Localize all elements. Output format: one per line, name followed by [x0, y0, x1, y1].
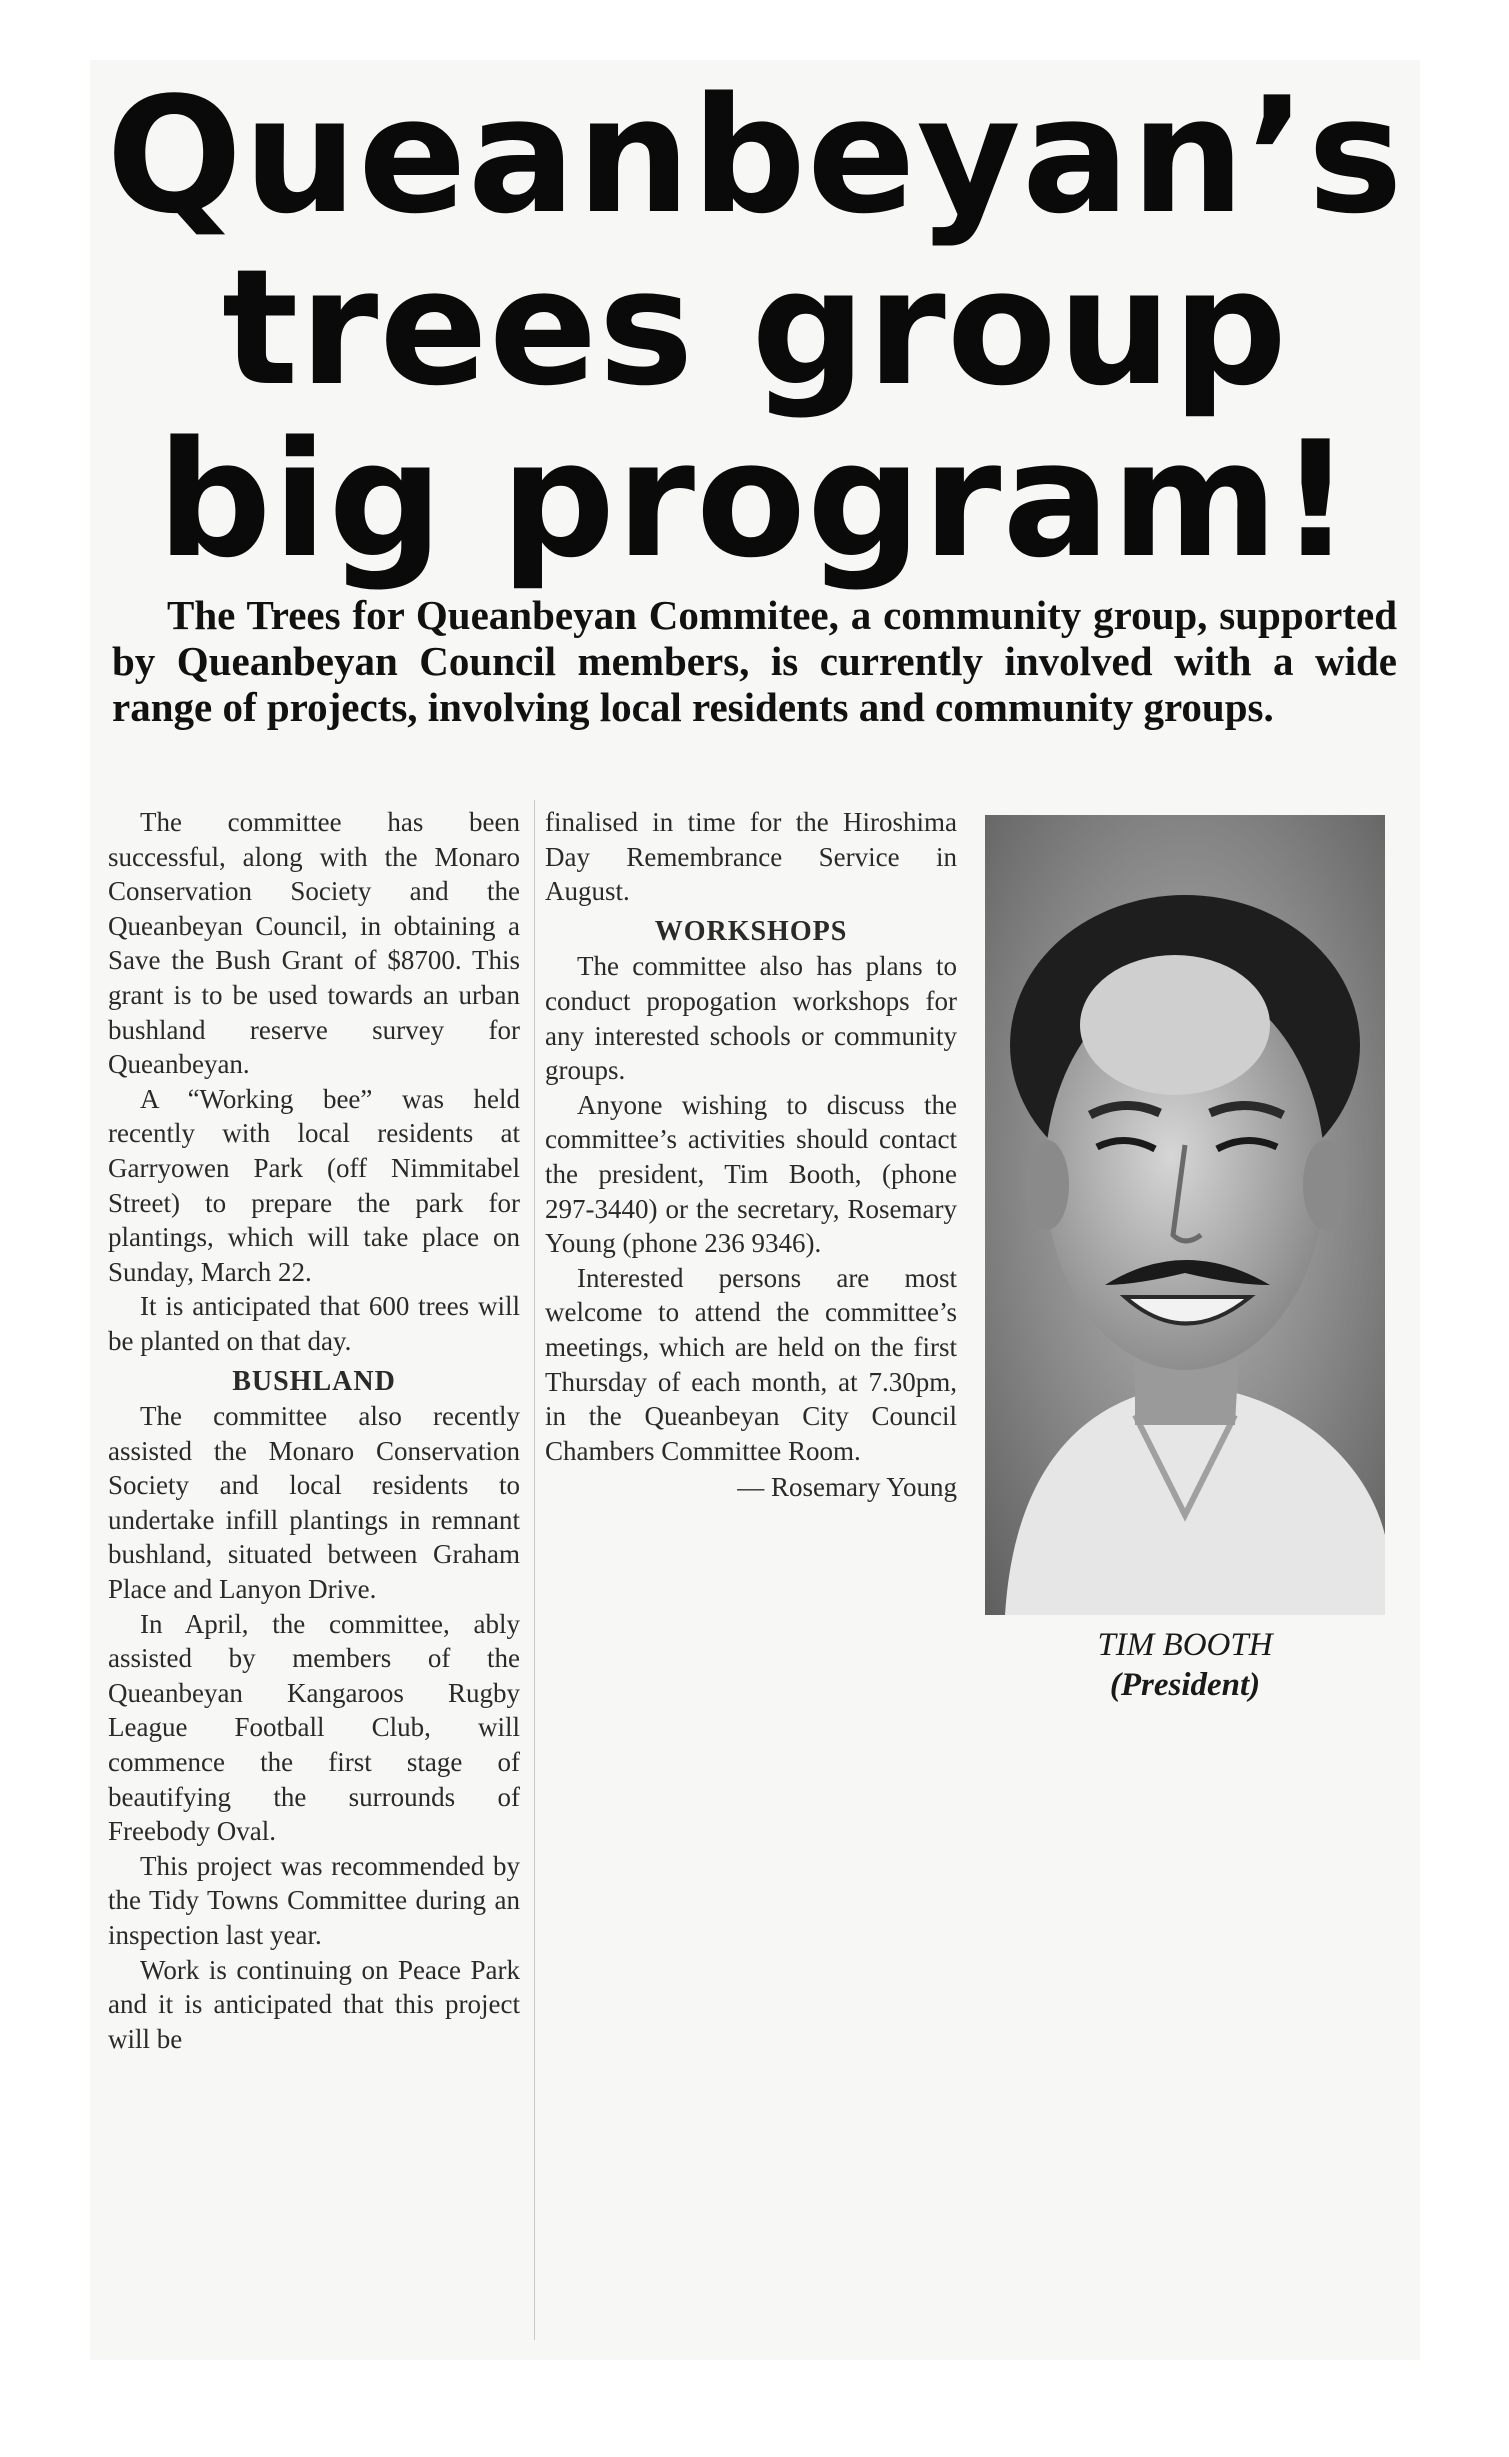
column-1-paragraph-6: This project was recommended by the Tidy Towns Committee during an inspection last year.	[108, 1850, 520, 1950]
column-2-paragraph-4: Interested persons are most welcome to attend the committee’s meetings, which are held on the first Thursday of each month, at 7.30pm, in the Queanbeyan City Council Chambers Committee Room.	[545, 1262, 957, 1466]
column-1-paragraph-2: A “Working bee” was held recently with local residents at Garryowen Park (off Nimmitabel Street) to prepare the park for plantings, which will take place on Sunday, March 22.	[108, 1083, 520, 1287]
article-column-1	[108, 805, 520, 2340]
intro-paragraph: The Trees for Queanbeyan Commitee, a community group, supported by Queanbeyan Council members, is currently involved with a wide range of projects, involving local residents and community groups.	[112, 592, 1397, 730]
column-2-paragraph-1: finalised in time for the Hiroshima Day Remembrance Service in August.	[545, 807, 957, 907]
workshops-subhead: WORKSHOPS	[654, 915, 848, 947]
column-2-paragraph-3: Anyone wishing to discuss the committee’s activities should contact the president, Tim Booth, (phone 297-3440) or the secretary, Rosemary Young (phone 236 9346).	[545, 1089, 957, 1259]
column-1-paragraph-4: The committee also recently assisted the Monaro Conservation Society and local residents to undertake infill plantings in remnant bushland, situated between Graham Place and Lanyon Drive.	[108, 1401, 520, 1605]
column-1-paragraph-5: In April, the committee, ably assisted by members of the Queanbeyan Kangaroos Rugby League Football Club, will commence the first stage of beautifying the surrounds of Freebody Oval.	[108, 1608, 520, 1847]
headline	[100, 62, 1410, 593]
column-divider	[534, 800, 535, 2340]
caption-name: TIM BOOTH	[1097, 1627, 1273, 1663]
headline-line-2: trees group	[221, 234, 1289, 421]
portrait-photo	[985, 815, 1385, 1615]
column-1-paragraph-7: Work is continuing on Peace Park and it is anticipated that this project will be	[108, 1954, 520, 2054]
headline-line-1: Queanbeyan’s	[106, 62, 1404, 249]
column-1-paragraph-3: It is anticipated that 600 trees will be planted on that day.	[108, 1291, 520, 1356]
byline: — Rosemary Young	[737, 1472, 957, 1503]
photo-caption	[985, 1625, 1385, 1705]
column-2-paragraph-2: The committee also has plans to conduct propogation workshops for any interested schools or community groups.	[545, 951, 957, 1086]
bushland-subhead: BUSHLAND	[232, 1365, 396, 1397]
column-1-paragraph-1: The committee has been successful, along with the Monaro Conservation Society and the Queanbeyan Council, in obtaining a Save the Bush Grant of $8700. This grant is to be used towards an urban bushland reserve survey for Queanbeyan.	[108, 807, 520, 1080]
caption-role: (President)	[1109, 1667, 1261, 1703]
article-column-2	[545, 805, 957, 1505]
portrait-illustration	[985, 815, 1385, 1615]
headline-line-3: big program!	[156, 406, 1354, 593]
